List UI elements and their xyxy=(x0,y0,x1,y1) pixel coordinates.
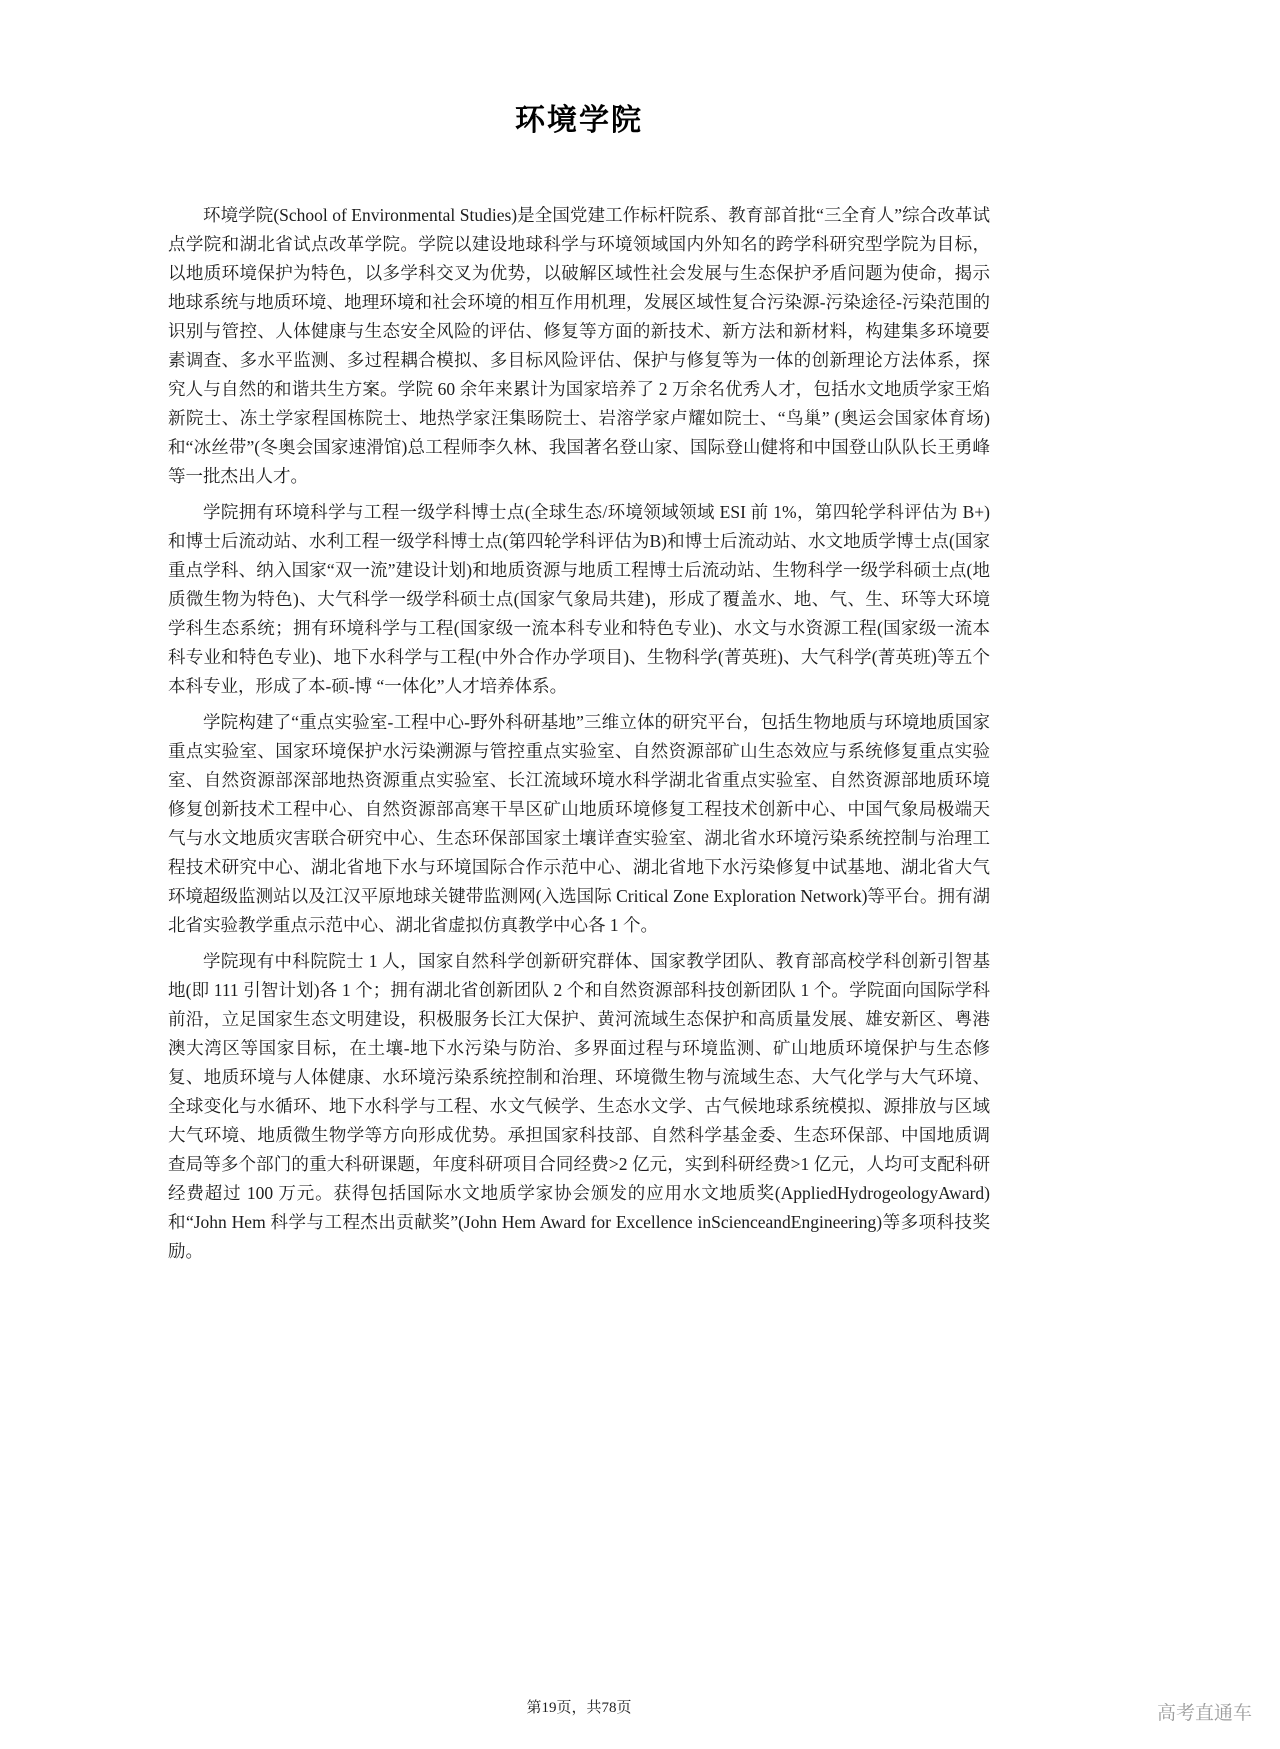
paragraph-platforms: 学院构建了“重点实验室-工程中心-野外科研基地”三维立体的研究平台，包括生物地质与环境地质国家重点实验室、国家环境保护水污染溯源与管控重点实验室、自然资源部矿山生态效应与系统修复重点实验室、自然资源部深部地热资源重点实验室、长江流域环境水科学湖北省重点实验室、自然资源部地质环境修复创新技术工程中心、自然资源部高寒干旱区矿山地质环境修复工程技术创新中心、中国气象局极端天气与水文地质灾害联合研究中心、生态环保部国家土壤详查实验室、湖北省水环境污染系统控制与治理工程技术研究中心、湖北省地下水与环境国际合作示范中心、湖北省地下水污染修复中试基地、湖北省大气环境超级监测站以及江汉平原地球关键带监测网(入选国际 Critical Zone Exploration Network)等平台。拥有湖北省实验教学重点示范中心、湖北省虚拟仿真教学中心各 1 个。 xyxy=(168,712,990,935)
page-footer xyxy=(168,1696,990,1717)
page-title: 环境学院 xyxy=(515,104,643,137)
page-number: 第19页，共78页 xyxy=(526,1700,632,1716)
watermark-text: 高考直通车 xyxy=(1156,1703,1252,1724)
paragraph-overview: 环境学院(School of Environmental Studies)是全国党建工作标杆院系、教育部首批“三全育人”综合改革试点学院和湖北省试点改革学院。学院以建设地球科学与环境领域国内外知名的跨学科研究型学院为目标，以地质环境保护为特色，以多学科交叉为优势，以破解区域性社会发展与生态保护矛盾问题为使命，揭示地球系统与地质环境、地理环境和社会环境的相互作用机理，发展区域性复合污染源-污染途径-污染范围的识别与管控、人体健康与生态安全风险的评估、修复等方面的新技术、新方法和新材料，构建集多环境要素调查、多水平监测、多过程耦合模拟、多目标风险评估、保护与修复等为一体的创新理论方法体系，探究人与自然的和谐共生方案。学院 60 余年来累计为国家培养了 2 万余名优秀人才，包括水文地质学家王焰新院士、冻土学家程国栋院士、地热学家汪集旸院士、岩溶学家卢耀如院士、“鸟巢” (奥运会国家体育场)和“冰丝带”(冬奥会国家速滑馆)总工程师李久林、我国著名登山家、国际登山健将和中国登山队队长王勇峰等一批杰出人才。 xyxy=(168,205,990,486)
paragraph-achievements: 学院现有中科院院士 1 人，国家自然科学创新研究群体、国家教学团队、教育部高校学科创新引智基地(即 111 引智计划)各 1 个；拥有湖北省创新团队 2 个和自然资源部科技创新团队 1 个。学院面向国际学科前沿，立足国家生态文明建设，积极服务长江大保护、黄河流域生态保护和高质量发展、雄安新区、粤港澳大湾区等国家目标，在土壤-地下水污染与防治、多界面过程与环境监测、矿山地质环境保护与生态修复、地质环境与人体健康、水环境污染系统控制和治理、环境微生物与流域生态、大气化学与大气环境、全球变化与水循环、地下水科学与工程、水文气候学、生态水文学、古气候地球系统模拟、源排放与区域大气环境、地质微生物学等方向形成优势。承担国家科技部、自然科学基金委、生态环保部、中国地质调查局等多个部门的重大科研课题，年度科研项目合同经费>2 亿元，实到科研经费>1 亿元，人均可支配科研经费超过 100 万元。获得包括国际水文地质学家协会颁发的应用水文地质奖(AppliedHydrogeologyAward)和“John Hem 科学与工程杰出贡献奖”(John Hem Award for Excellence inScienceandEngineering)等多项科技奖励。 xyxy=(168,951,990,1261)
paragraph-disciplines: 学院拥有环境科学与工程一级学科博士点(全球生态/环境领域领域 ESI 前 1%，第四轮学科评估为 B+)和博士后流动站、水利工程一级学科博士点(第四轮学科评估为B)和博士后流动站、水文地质学博士点(国家重点学科、纳入国家“双一流”建设计划)和地质资源与地质工程博士后流动站、生物科学一级学科硕士点(地质微生物为特色)、大气科学一级学科硕士点(国家气象局共建)，形成了覆盖水、地、气、生、环等大环境学科生态系统；拥有环境科学与工程(国家级一流本科专业和特色专业)、水文与水资源工程(国家级一流本科专业和特色专业)、地下水科学与工程(中外合作办学项目)、生物科学(菁英班)、大气科学(菁英班)等五个本科专业，形成了本-硕-博 “一体化”人才培养体系。 xyxy=(168,502,990,696)
document-content xyxy=(168,0,990,1266)
